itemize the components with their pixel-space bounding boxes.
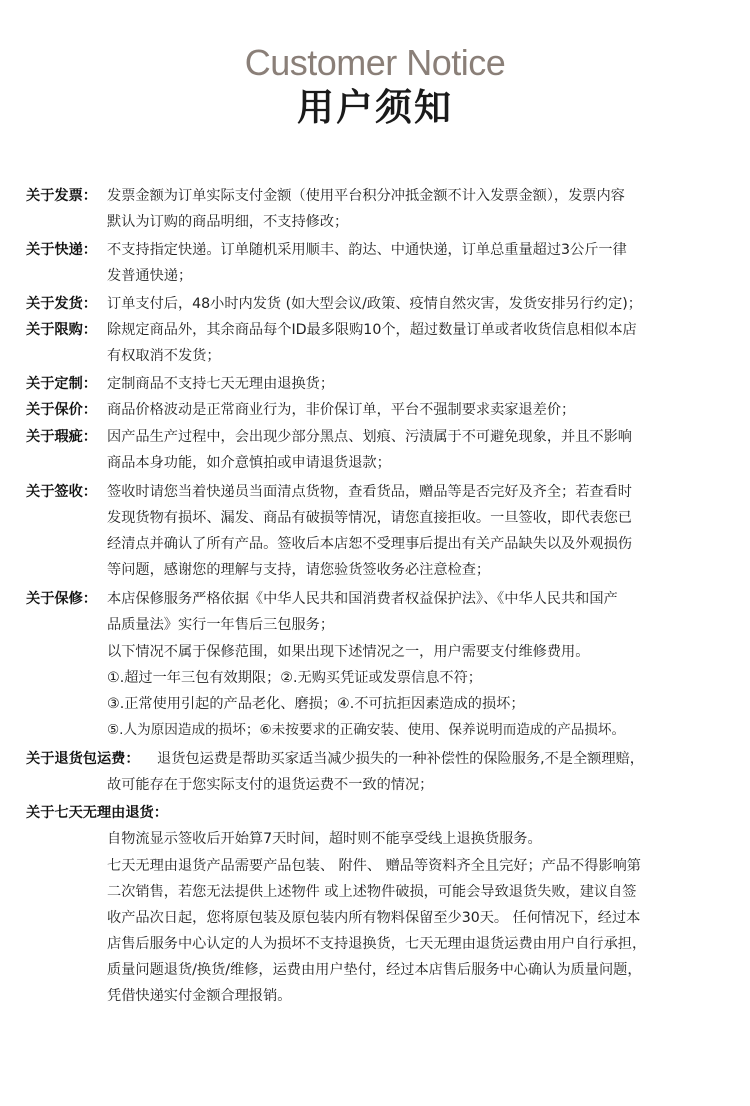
section-text: 除规定商品外，其余商品每个ID最多限购10个，超过数量订单或者收货信息相似本店: [107, 322, 637, 338]
section-text: 退货包运费是帮助买家适当减少损失的一种补偿性的保险服务,不是全额理赔，: [157, 751, 644, 767]
section-label-shipping: 关于发货：: [26, 296, 97, 312]
section-text: 默认为订购的商品明细，不支持修改；: [107, 214, 349, 230]
section-text: 店售后服务中心认定的人为损坏不支持退换货，七天无理由退货运费由用户自行承担，: [107, 936, 647, 952]
section-text: 二次销售，若您无法提供上述物件 或上述物件破损，可能会导致退货失败，建议自签: [107, 884, 637, 900]
section-text: 订单支付后，48小时内发货 (如大型会议/政策、疫情自然灾害，发货安排另行约定)；: [107, 296, 642, 312]
section-text: 自物流显示签收后开始算7天时间，超时则不能享受线上退换货服务。: [107, 831, 542, 847]
section-text: 质量问题退货/换货/维修，运费由用户垫付，经过本店售后服务中心确认为质量问题，: [107, 962, 642, 978]
section-text: 定制商品不支持七天无理由退换货；: [107, 376, 335, 392]
section-text: 发普通快递；: [107, 268, 193, 284]
section-text: 不支持指定快递。订单随机采用顺丰、韵达、中通快递，订单总重量超过3公斤一律: [107, 242, 627, 258]
section-text: 凭借快递实付金额合理报销。: [107, 988, 292, 1004]
section-text: 以下情况不属于保修范围，如果出现下述情况之一，用户需要支付维修费用。: [107, 644, 590, 660]
section-text: 七天无理由退货产品需要产品包装、 附件、 赠品等资料齐全且完好；产品不得影响第: [107, 858, 641, 874]
section-text: 等问题，感谢您的理解与支持，请您验货签收务必注意检查；: [107, 562, 491, 578]
section-text: 因产品生产过程中，会出现少部分黑点、划痕、污渍属于不可避免现象，并且不影响: [107, 429, 632, 445]
section-text: ①.超过一年三包有效期限；②.无购买凭证或发票信息不符；: [107, 670, 482, 686]
section-label-delivery: 关于快递：: [26, 242, 97, 258]
title-english: Customer Notice: [244, 42, 506, 83]
section-text: 本店保修服务严格依据《中华人民共和国消费者权益保护法》、《中华人民共和国产: [107, 591, 618, 607]
section-text: 故可能存在于您实际支付的退货运费不一致的情况；: [107, 777, 434, 793]
section-label-defects: 关于瑕疵：: [26, 429, 97, 445]
section-label-seven-day-return: 关于七天无理由退货：: [26, 805, 168, 821]
section-text: 经清点并确认了所有产品。签收后本店恕不受理事后提出有关产品缺失以及外观损伤: [107, 536, 632, 552]
section-label-warranty: 关于保修：: [26, 591, 97, 607]
section-text: 发现货物有损坏、漏发、商品有破损等情况，请您直接拒收。一旦签收，即代表您已: [107, 510, 632, 526]
title-chinese: 用户须知: [297, 86, 453, 129]
section-label-return-shipping-insurance: 关于退货包运费：: [26, 751, 140, 767]
section-label-purchase-limit: 关于限购：: [26, 322, 97, 338]
section-text: ⑤.人为原因造成的损坏；⑥未按要求的正确安装、使用、保养说明而造成的产品损坏。: [107, 722, 626, 738]
section-label-signing: 关于签收：: [26, 484, 97, 500]
section-text: 收产品次日起，您将原包装及原包装内所有物料保留至少30天。 任何情况下，经过本: [107, 910, 641, 926]
section-text: 签收时请您当着快递员当面清点货物，查看货品，赠品等是否完好及齐全；若查看时: [107, 484, 632, 500]
section-text: 品质量法》实行一年售后三包服务；: [107, 617, 335, 633]
section-text: 商品价格波动是正常商业行为，非价保订单，平台不强制要求卖家退差价；: [107, 402, 576, 418]
section-label-custom: 关于定制：: [26, 376, 97, 392]
section-text: 发票金额为订单实际支付金额（使用平台积分冲抵金额不计入发票金额），发票内容: [107, 188, 625, 204]
section-label-invoice: 关于发票：: [26, 188, 97, 204]
section-label-price-protection: 关于保价：: [26, 402, 97, 418]
section-text: 有权取消不发货；: [107, 348, 221, 364]
section-text: ③.正常使用引起的产品老化、磨损；④.不可抗拒因素造成的损坏；: [107, 696, 525, 712]
section-text: 商品本身功能，如介意慎拍或申请退货退款；: [107, 455, 391, 471]
